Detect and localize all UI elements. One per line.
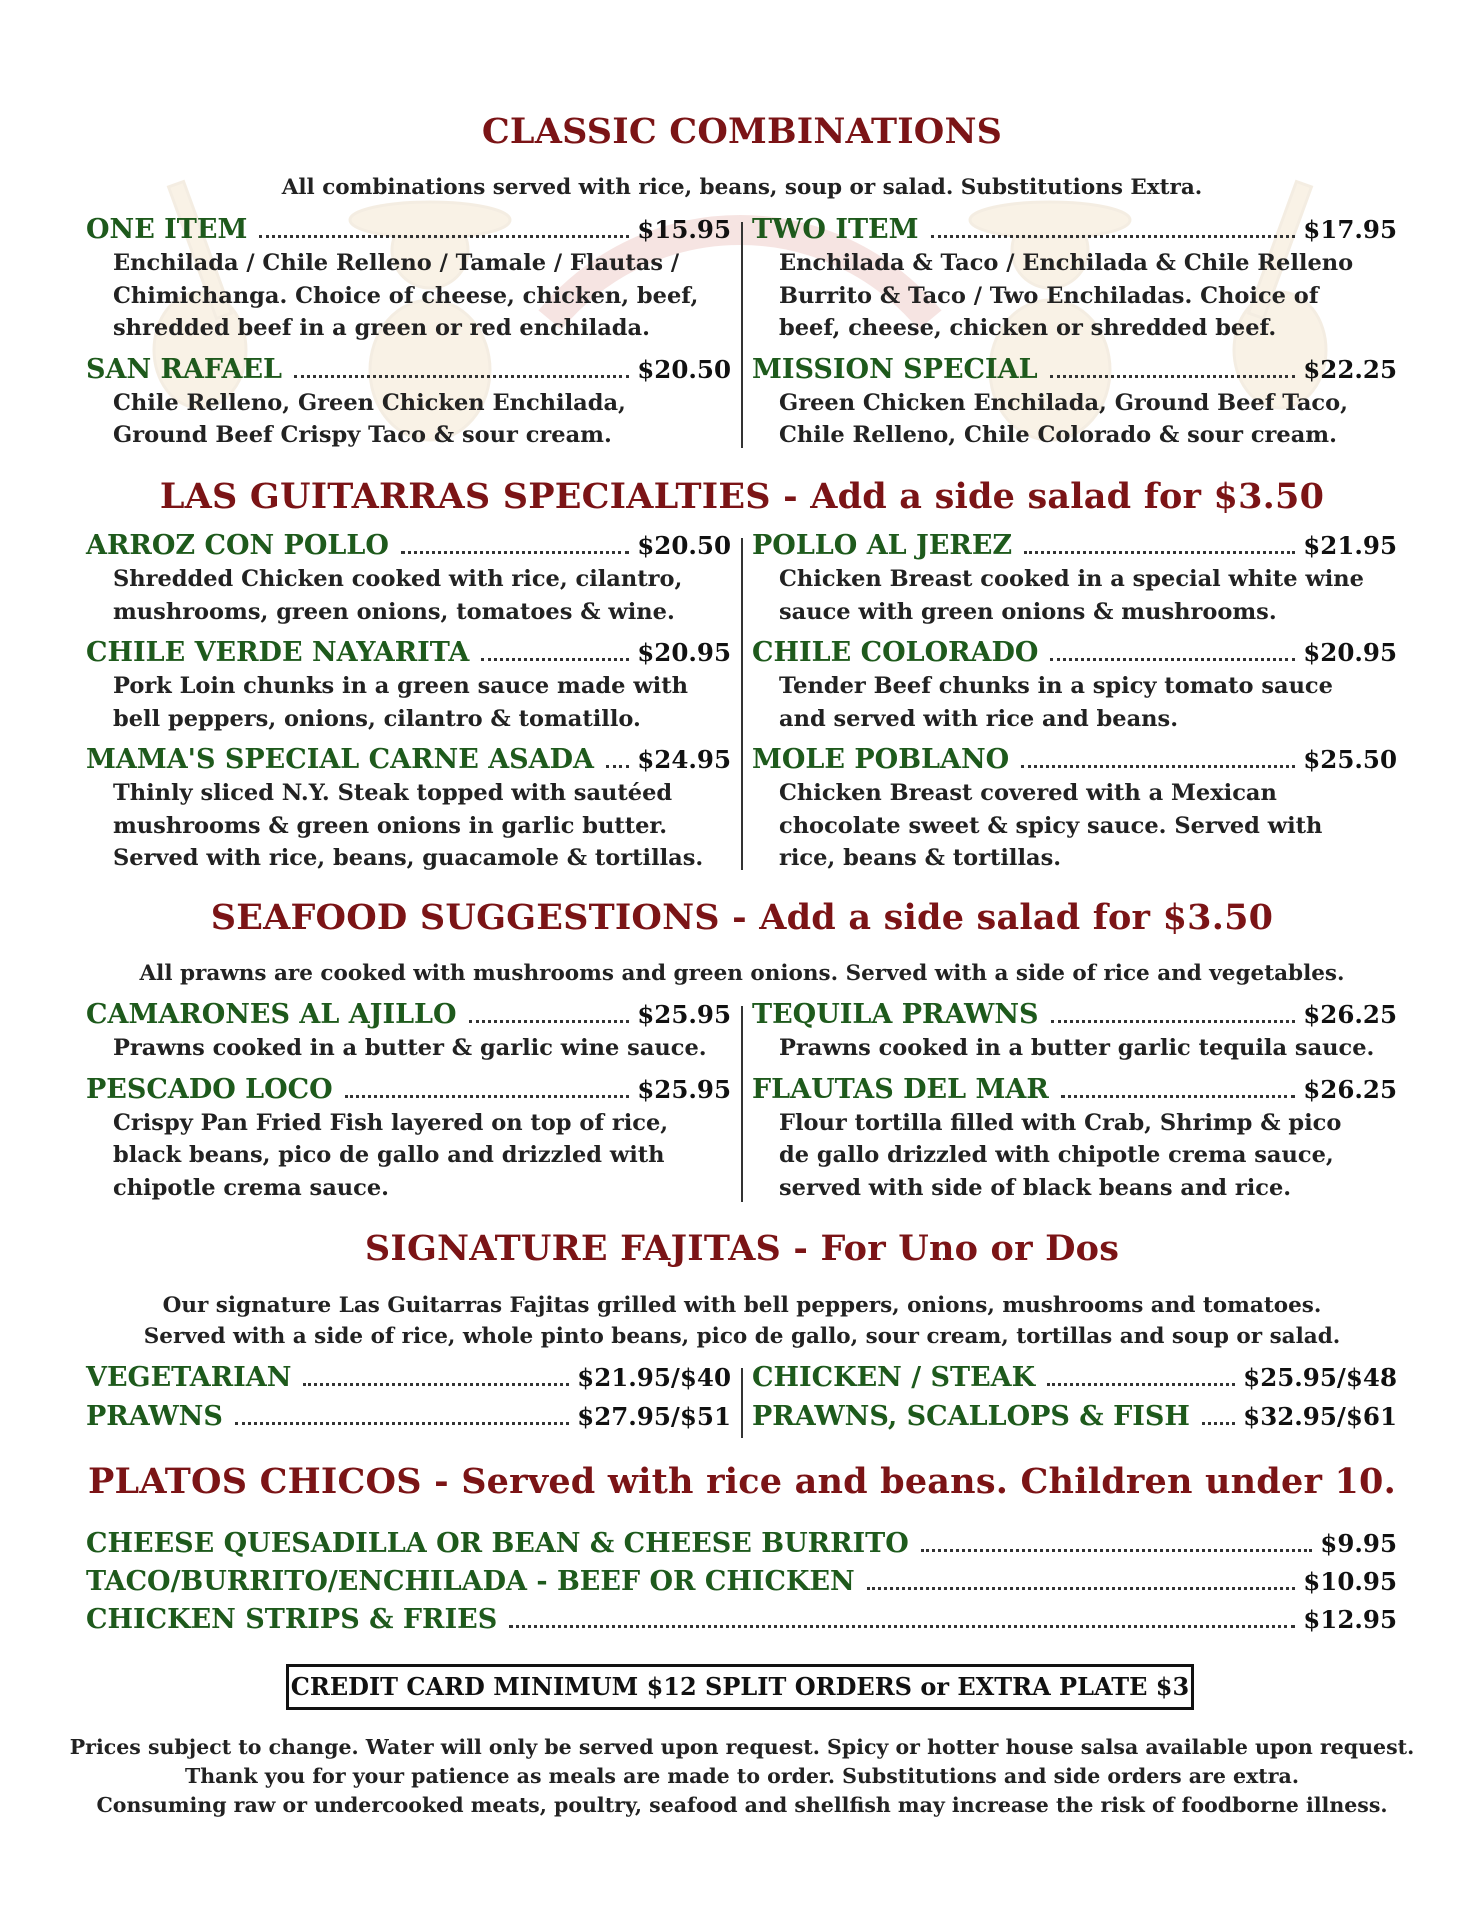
item-price: $25.95/$48: [1243, 1363, 1397, 1392]
leader-dots: [481, 658, 629, 661]
item-price: $21.95/$40: [577, 1363, 731, 1392]
item-name: TWO ITEM: [752, 214, 919, 245]
seafood-right-column: [752, 998, 1397, 1212]
item-price: $10.95: [1303, 1567, 1397, 1596]
item-description: Thinly sliced N.Y. Steak topped with sautéed mushrooms & green onions in garlic butter. Served with rice, beans, guacamole & tortillas.: [113, 780, 704, 871]
item-description: Green Chicken Enchilada, Ground Beef Taco, Chile Relleno, Chile Colorado & sour cream.: [779, 389, 1348, 448]
leader-dots: [1202, 1422, 1235, 1425]
menu-item-camarones-al-ajillo: [86, 998, 731, 1065]
leader-dots: [345, 1095, 630, 1098]
footer-disclaimer: [0, 1733, 1484, 1820]
leader-dots: [469, 1020, 630, 1023]
menu-item-flautas-del-mar: [752, 1073, 1397, 1205]
seafood-left-column: [86, 998, 731, 1212]
menu-item-prawns-scallops-fish: [752, 1400, 1397, 1434]
footer-line: Thank you for your patience as meals are made to order. Substitutions and side orders are extra.: [185, 1764, 1299, 1788]
item-description: Crispy Pan Fried Fish layered on top of rice, black beans, pico de gallo and drizzled with chipotle crema sauce.: [113, 1109, 669, 1201]
classic-left-column: [86, 213, 731, 460]
classic-combinations-note: All combinations served with rice, beans, soup or salad. Substitutions Extra.: [281, 175, 1203, 200]
item-price: $27.95/$51: [577, 1402, 731, 1431]
seafood-note: All prawns are cooked with mushrooms and green onions. Served with a side of rice and vegetables.: [139, 961, 1345, 986]
item-name: ARROZ CON POLLO: [86, 530, 389, 561]
item-name: CHILE COLORADO: [752, 637, 1039, 668]
item-description: Pork Loin chunks in a green sauce made with bell peppers, onions, cilantro & tomatillo.: [113, 673, 688, 732]
specialties-title: LAS GUITARRAS SPECIALTIES - Add a side salad for $3.50: [159, 476, 1325, 517]
column-divider: [741, 222, 743, 448]
menu-item-chicken-strips-fries: [86, 1603, 1397, 1637]
menu-item-arroz-con-pollo: [86, 529, 731, 628]
menu-item-pescado-loco: [86, 1073, 731, 1205]
fajitas-note-line1: Our signature Las Guitarras Fajitas grilled with bell peppers, onions, mushrooms and tomatoes.: [162, 1293, 1322, 1318]
item-price: $24.95: [637, 745, 731, 774]
leader-dots: [1051, 1020, 1296, 1023]
item-price: $26.25: [1303, 1074, 1397, 1104]
column-divider: [741, 1368, 743, 1438]
item-name: MAMA'S SPECIAL CARNE ASADA: [86, 744, 594, 775]
item-price: $20.50: [637, 531, 731, 560]
item-name: CHILE VERDE NAYARITA: [86, 637, 470, 668]
item-name: CHICKEN STRIPS & FRIES: [86, 1604, 498, 1635]
specialties-left-column: [86, 529, 731, 883]
item-name: PESCADO LOCO: [86, 1073, 333, 1105]
item-description: Chicken Breast cooked in a special white wine sauce with green onions & mushrooms.: [779, 566, 1364, 625]
leader-dots: [235, 1422, 569, 1425]
item-name: TACO/BURRITO/ENCHILADA - BEEF OR CHICKEN: [86, 1566, 855, 1597]
item-price: $20.50: [637, 354, 731, 384]
item-name: CAMARONES AL AJILLO: [86, 999, 457, 1030]
item-description: Flour tortilla filled with Crab, Shrimp & pico de gallo drizzled with chipotle crema sauce, served with side of black beans and rice.: [779, 1109, 1342, 1201]
item-description: Prawns cooked in a butter garlic tequila sauce.: [779, 1035, 1375, 1061]
platos-chicos-title: PLATOS CHICOS - Served with rice and beans. Children under 10.: [88, 1461, 1396, 1502]
credit-card-minimum-notice: CREDIT CARD MINIMUM $12 SPLIT ORDERS or EXTRA PLATE $3: [286, 1664, 1194, 1710]
leader-dots: [1061, 1095, 1295, 1098]
fajitas-note-line2: Served with a side of rice, whole pinto beans, pico de gallo, sour cream, tortillas and soup or salad.: [143, 1324, 1341, 1349]
menu-item-chicken-steak: [752, 1361, 1397, 1395]
item-price: $25.95: [637, 1074, 731, 1104]
classic-right-column: [752, 213, 1397, 460]
kids-menu-list: [86, 1527, 1397, 1641]
item-price: $22.25: [1303, 354, 1397, 384]
fajitas-title: SIGNATURE FAJITAS - For Uno or Dos: [364, 1228, 1120, 1269]
seafood-title: SEAFOOD SUGGESTIONS - Add a side salad for $3.50: [210, 897, 1274, 938]
item-description: Prawns cooked in a butter & garlic wine sauce.: [113, 1035, 707, 1061]
menu-item-san-rafael: [86, 353, 731, 452]
menu-item-pollo-al-jerez: [752, 529, 1397, 628]
item-name: VEGETARIAN: [86, 1362, 292, 1393]
menu-item-chile-verde-nayarita: [86, 636, 731, 735]
item-name: PRAWNS, SCALLOPS & FISH: [752, 1401, 1190, 1432]
item-description: Enchilada & Taco / Enchilada & Chile Relleno Burrito & Taco / Two Enchiladas. Choice of beef, cheese, chicken or shredded beef.: [779, 250, 1354, 341]
item-price: $25.50: [1303, 745, 1397, 774]
item-price: $20.95: [1303, 638, 1397, 667]
item-description: Enchilada / Chile Relleno / Tamale / Flautas / Chimichanga. Choice of cheese, chicken, beef, shredded beef in a green or red enchilada.: [113, 250, 699, 341]
leader-dots: [303, 1383, 569, 1386]
fajitas-right-column: [752, 1361, 1397, 1434]
item-name: PRAWNS: [86, 1401, 223, 1432]
item-price: $15.95: [637, 215, 731, 244]
item-name: CHEESE QUESADILLA OR BEAN & CHEESE BURRITO: [86, 1528, 909, 1559]
leader-dots: [606, 765, 629, 768]
item-name: MISSION SPECIAL: [752, 353, 1038, 385]
leader-dots: [509, 1625, 1295, 1628]
leader-dots: [1047, 1383, 1235, 1386]
leader-dots: [1050, 658, 1295, 661]
menu-item-prawns-fajitas: [86, 1400, 731, 1434]
column-divider: [741, 1006, 743, 1202]
item-name: FLAUTAS DEL MAR: [752, 1073, 1049, 1105]
menu-item-one-item: [86, 213, 731, 345]
classic-combinations-title: CLASSIC COMBINATIONS: [481, 111, 1003, 152]
menu-item-mole-poblano: [752, 743, 1397, 875]
menu-item-quesadilla-burrito: [86, 1527, 1397, 1561]
fajitas-left-column: [86, 1361, 731, 1434]
item-price: $25.95: [637, 1000, 731, 1029]
item-description: Chile Relleno, Green Chicken Enchilada, Ground Beef Crispy Taco & sour cream.: [113, 389, 626, 448]
item-price: $20.95: [637, 638, 731, 667]
leader-dots: [1050, 375, 1296, 378]
item-name: SAN RAFAEL: [86, 353, 283, 385]
menu-item-mamas-special-carne-asada: [86, 743, 731, 875]
item-name: ONE ITEM: [86, 214, 248, 245]
leader-dots: [931, 235, 1296, 238]
menu-item-taco-burrito-enchilada: [86, 1565, 1397, 1599]
item-price: $17.95: [1303, 215, 1397, 244]
footer-line: Prices subject to change. Water will only be served upon request. Spicy or hotter house salsa available upon request.: [69, 1735, 1415, 1759]
leader-dots: [401, 551, 629, 554]
item-price: $21.95: [1303, 531, 1397, 560]
item-price: $32.95/$61: [1243, 1402, 1397, 1431]
item-description: Shredded Chicken cooked with rice, cilantro, mushrooms, green onions, tomatoes & wine.: [113, 566, 683, 625]
item-name: POLLO AL JEREZ: [752, 530, 1013, 561]
leader-dots: [921, 1549, 1313, 1552]
leader-dots: [1024, 551, 1295, 554]
leader-dots: [294, 375, 629, 378]
item-name: TEQUILA PRAWNS: [752, 999, 1039, 1030]
menu-item-vegetarian: [86, 1361, 731, 1395]
item-description: Tender Beef chunks in a spicy tomato sauce and served with rice and beans.: [779, 673, 1333, 732]
menu-item-chile-colorado: [752, 636, 1397, 735]
column-divider: [741, 538, 743, 870]
leader-dots: [1021, 765, 1295, 768]
item-name: MOLE POBLANO: [752, 744, 1010, 775]
item-price: $26.25: [1303, 1000, 1397, 1029]
menu-item-tequila-prawns: [752, 998, 1397, 1065]
item-name: CHICKEN / STEAK: [752, 1362, 1036, 1393]
specialties-right-column: [752, 529, 1397, 883]
menu-item-two-item: [752, 213, 1397, 345]
item-description: Chicken Breast covered with a Mexican chocolate sweet & spicy sauce. Served with rice, beans & tortillas.: [779, 780, 1323, 871]
menu-item-mission-special: [752, 353, 1397, 452]
footer-line: Consuming raw or undercooked meats, poultry, seafood and shellfish may increase the risk of foodborne illness.: [96, 1793, 1388, 1817]
leader-dots: [867, 1587, 1296, 1590]
leader-dots: [259, 235, 629, 238]
item-price: $9.95: [1320, 1529, 1397, 1558]
item-price: $12.95: [1303, 1605, 1397, 1634]
